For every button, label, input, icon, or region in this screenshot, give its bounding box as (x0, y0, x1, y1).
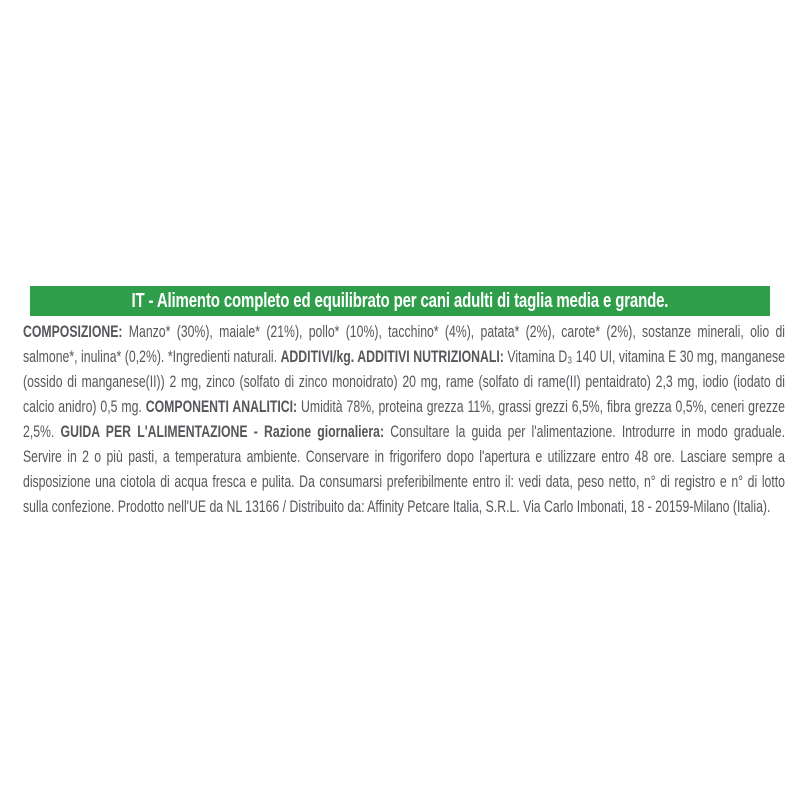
label-text-block (23, 319, 785, 519)
language-banner (30, 286, 770, 316)
additivi-label: ADDITIVI/kg. ADDITIVI NUTRIZIONALI: (280, 347, 504, 366)
banner-headline: IT - Alimento completo ed equilibrato per cani adulti di taglia media e grande. (131, 290, 669, 312)
composizione-text: Manzo* (30%), maiale* (21%), pollo* (10%), tacchino* (4%), patata* (2%), carote* (2%), sostanze minerali, olio di salmone*, inulina* (0,2%). *Ingredienti naturali. (23, 322, 786, 366)
additivi-text: Vitamina D₃ 140 UI, vitamina E 30 mg, manganese (ossido di manganese(II)) 2 mg, zinco (solfato di zinco monoidrato) 20 mg, rame (solfato di rame(II) pentaidrato) 2,3 mg, iodio (iodato di calcio anidro) 0,5 mg. (23, 347, 786, 416)
componenti-analitici-text: Umidità 78%, proteina grezza 11%, grassi grezzi 6,5%, fibra grezza 0,5%, ceneri grezze 2,5%. (23, 397, 786, 441)
componenti-analitici-label: COMPONENTI ANALITICI: (145, 397, 298, 416)
composizione-label: COMPOSIZIONE: (23, 322, 123, 341)
guida-alimentazione-text: Consultare la guida per l'alimentazione. Introdurre in modo graduale. Servire in 2 o più pasti, a temperatura ambiente. Conservare in frigorifero dopo l'apertura e utilizzare entro 48 ore. Lasciare sempre a disposizione una ciotola di acqua fresca e pulita. Da consumarsi preferibilmente entro il: vedi data, peso netto, n° di registro e n° di lotto sulla confezione. Prodotto nell'UE da NL 13166 / Distribuito da: Affinity Petcare Italia, S.R.L. Via Carlo Imbonati, 18 - 20159-Milano (Italia). (23, 422, 786, 516)
guida-alimentazione-label: GUIDA PER L'ALIMENTAZIONE - Razione giornaliera: (60, 422, 385, 441)
